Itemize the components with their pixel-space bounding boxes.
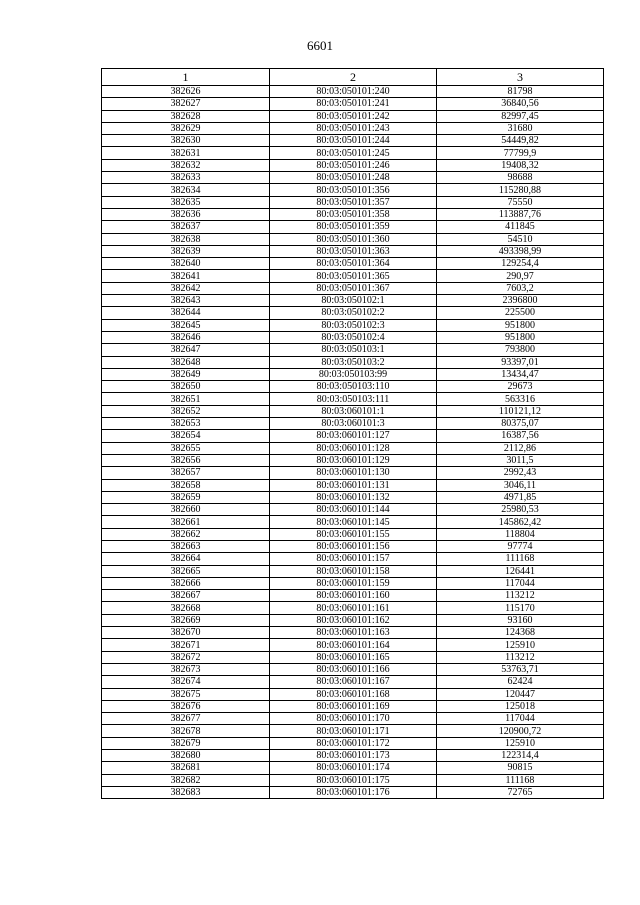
value-cell: 493398,99 [437,245,604,257]
row-number-cell: 382643 [102,295,270,307]
value-cell: 290,97 [437,270,604,282]
cadastral-number-cell: 80:03:060101:144 [270,504,437,516]
row-number-cell: 382662 [102,528,270,540]
cadastral-number-cell: 80:03:050101:367 [270,282,437,294]
cadastral-number-cell: 80:03:060101:174 [270,762,437,774]
value-cell: 3011,5 [437,454,604,466]
table-row [102,356,604,368]
cadastral-number-cell: 80:03:060101:161 [270,602,437,614]
table-row [102,430,604,442]
row-number-cell: 382665 [102,565,270,577]
value-cell: 110121,12 [437,405,604,417]
cadastral-number-cell: 80:03:050101:358 [270,208,437,220]
row-number-cell: 382632 [102,159,270,171]
value-cell: 62424 [437,676,604,688]
value-cell: 125910 [437,737,604,749]
cadastral-number-cell: 80:03:050103:110 [270,381,437,393]
value-cell: 111168 [437,774,604,786]
cadastral-number-cell: 80:03:050102:1 [270,295,437,307]
cadastral-number-cell: 80:03:050101:360 [270,233,437,245]
row-number-cell: 382626 [102,86,270,98]
row-number-cell: 382650 [102,381,270,393]
value-cell: 126441 [437,565,604,577]
table-row [102,602,604,614]
cadastral-number-cell: 80:03:050103:111 [270,393,437,405]
value-cell: 29673 [437,381,604,393]
table-row [102,504,604,516]
row-number-cell: 382676 [102,700,270,712]
value-cell: 125910 [437,639,604,651]
table-row [102,233,604,245]
value-cell: 13434,47 [437,368,604,380]
table-row [102,454,604,466]
row-number-cell: 382661 [102,516,270,528]
column-header-2: 2 [270,69,437,86]
value-cell: 19408,32 [437,159,604,171]
row-number-cell: 382673 [102,663,270,675]
table-row [102,147,604,159]
value-cell: 145862,42 [437,516,604,528]
data-table [101,68,604,799]
value-cell: 82997,45 [437,110,604,122]
cadastral-number-cell: 80:03:050101:365 [270,270,437,282]
cadastral-number-cell: 80:03:050101:359 [270,221,437,233]
cadastral-number-cell: 80:03:050101:241 [270,98,437,110]
row-number-cell: 382657 [102,467,270,479]
row-number-cell: 382640 [102,258,270,270]
row-number-cell: 382670 [102,627,270,639]
table-row [102,344,604,356]
cadastral-number-cell: 80:03:060101:155 [270,528,437,540]
value-cell: 129254,4 [437,258,604,270]
table-row [102,737,604,749]
table-row [102,393,604,405]
cadastral-number-cell: 80:03:060101:166 [270,663,437,675]
row-number-cell: 382678 [102,725,270,737]
table-row [102,196,604,208]
table-row [102,245,604,257]
table-row [102,540,604,552]
row-number-cell: 382672 [102,651,270,663]
value-cell: 951800 [437,331,604,343]
table-row [102,331,604,343]
table-row [102,418,604,430]
value-cell: 36840,56 [437,98,604,110]
cadastral-number-cell: 80:03:060101:164 [270,639,437,651]
table-row [102,405,604,417]
row-number-cell: 382644 [102,307,270,319]
value-cell: 122314,4 [437,750,604,762]
table-row [102,184,604,196]
value-cell: 75550 [437,196,604,208]
value-cell: 125018 [437,700,604,712]
value-cell: 120447 [437,688,604,700]
row-number-cell: 382628 [102,110,270,122]
value-cell: 7603,2 [437,282,604,294]
cadastral-number-cell: 80:03:060101:158 [270,565,437,577]
table-row [102,86,604,98]
row-number-cell: 382668 [102,602,270,614]
row-number-cell: 382641 [102,270,270,282]
table-row [102,381,604,393]
table-row [102,98,604,110]
row-number-cell: 382669 [102,614,270,626]
table-row [102,442,604,454]
cadastral-number-cell: 80:03:060101:163 [270,627,437,639]
table-row [102,208,604,220]
cadastral-number-cell: 80:03:060101:3 [270,418,437,430]
row-number-cell: 382663 [102,540,270,552]
cadastral-number-cell: 80:03:060101:162 [270,614,437,626]
value-cell: 111168 [437,553,604,565]
row-number-cell: 382680 [102,750,270,762]
row-number-cell: 382656 [102,454,270,466]
cadastral-number-cell: 80:03:060101:170 [270,713,437,725]
value-cell: 951800 [437,319,604,331]
value-cell: 2112,86 [437,442,604,454]
row-number-cell: 382659 [102,491,270,503]
cadastral-number-cell: 80:03:060101:157 [270,553,437,565]
row-number-cell: 382653 [102,418,270,430]
row-number-cell: 382681 [102,762,270,774]
table-row [102,651,604,663]
row-number-cell: 382677 [102,713,270,725]
row-number-cell: 382655 [102,442,270,454]
cadastral-number-cell: 80:03:050101:357 [270,196,437,208]
cadastral-number-cell: 80:03:060101:167 [270,676,437,688]
column-header-3: 3 [437,69,604,86]
value-cell: 3046,11 [437,479,604,491]
value-cell: 117044 [437,577,604,589]
value-cell: 31680 [437,122,604,134]
table-row [102,307,604,319]
cadastral-number-cell: 80:03:050102:3 [270,319,437,331]
table-row [102,750,604,762]
value-cell: 113887,76 [437,208,604,220]
row-number-cell: 382658 [102,479,270,491]
row-number-cell: 382627 [102,98,270,110]
row-number-cell: 382636 [102,208,270,220]
row-number-cell: 382642 [102,282,270,294]
cadastral-number-cell: 80:03:060101:132 [270,491,437,503]
row-number-cell: 382666 [102,577,270,589]
table-header-row [102,69,604,86]
cadastral-number-cell: 80:03:060101:168 [270,688,437,700]
table-row [102,319,604,331]
value-cell: 81798 [437,86,604,98]
cadastral-number-cell: 80:03:060101:171 [270,725,437,737]
table-row [102,713,604,725]
table-row [102,110,604,122]
row-number-cell: 382667 [102,590,270,602]
value-cell: 93397,01 [437,356,604,368]
value-cell: 54510 [437,233,604,245]
cadastral-number-cell: 80:03:060101:130 [270,467,437,479]
row-number-cell: 382652 [102,405,270,417]
table-row [102,221,604,233]
value-cell: 93160 [437,614,604,626]
table-body [102,86,604,799]
table-row [102,159,604,171]
value-cell: 53763,71 [437,663,604,675]
value-cell: 118804 [437,528,604,540]
table-row [102,725,604,737]
cadastral-number-cell: 80:03:050101:243 [270,122,437,134]
value-cell: 225500 [437,307,604,319]
value-cell: 77799,9 [437,147,604,159]
value-cell: 120900,72 [437,725,604,737]
table-row [102,467,604,479]
cadastral-number-cell: 80:03:060101:175 [270,774,437,786]
row-number-cell: 382634 [102,184,270,196]
value-cell: 115280,88 [437,184,604,196]
row-number-cell: 382683 [102,786,270,798]
table-row [102,368,604,380]
row-number-cell: 382637 [102,221,270,233]
table-row [102,516,604,528]
table-row [102,774,604,786]
row-number-cell: 382639 [102,245,270,257]
value-cell: 72765 [437,786,604,798]
cadastral-number-cell: 80:03:050102:2 [270,307,437,319]
row-number-cell: 382638 [102,233,270,245]
value-cell: 124368 [437,627,604,639]
table-row [102,258,604,270]
row-number-cell: 382674 [102,676,270,688]
value-cell: 2992,43 [437,467,604,479]
value-cell: 4971,85 [437,491,604,503]
cadastral-number-cell: 80:03:060101:176 [270,786,437,798]
row-number-cell: 382633 [102,172,270,184]
value-cell: 113212 [437,590,604,602]
table-row [102,491,604,503]
cadastral-number-cell: 80:03:060101:156 [270,540,437,552]
table-row [102,627,604,639]
row-number-cell: 382645 [102,319,270,331]
cadastral-number-cell: 80:03:060101:131 [270,479,437,491]
table-row [102,590,604,602]
cadastral-number-cell: 80:03:060101:160 [270,590,437,602]
table-row [102,614,604,626]
cadastral-number-cell: 80:03:050103:99 [270,368,437,380]
table-row [102,172,604,184]
cadastral-number-cell: 80:03:060101:127 [270,430,437,442]
table-row [102,122,604,134]
table-row [102,663,604,675]
table-row [102,700,604,712]
cadastral-number-cell: 80:03:050101:244 [270,135,437,147]
cadastral-number-cell: 80:03:060101:165 [270,651,437,663]
row-number-cell: 382671 [102,639,270,651]
cadastral-number-cell: 80:03:050101:356 [270,184,437,196]
cadastral-number-cell: 80:03:060101:173 [270,750,437,762]
row-number-cell: 382630 [102,135,270,147]
value-cell: 90815 [437,762,604,774]
table-row [102,639,604,651]
value-cell: 411845 [437,221,604,233]
row-number-cell: 382629 [102,122,270,134]
value-cell: 54449,82 [437,135,604,147]
row-number-cell: 382635 [102,196,270,208]
table-row [102,553,604,565]
value-cell: 98688 [437,172,604,184]
page-number: 6601 [307,38,333,53]
table-row [102,270,604,282]
cadastral-number-cell: 80:03:050101:248 [270,172,437,184]
cadastral-number-cell: 80:03:050101:240 [270,86,437,98]
row-number-cell: 382679 [102,737,270,749]
value-cell: 16387,56 [437,430,604,442]
value-cell: 563316 [437,393,604,405]
cadastral-number-cell: 80:03:050101:242 [270,110,437,122]
row-number-cell: 382647 [102,344,270,356]
row-number-cell: 382649 [102,368,270,380]
row-number-cell: 382675 [102,688,270,700]
table-row [102,282,604,294]
value-cell: 25980,53 [437,504,604,516]
cadastral-number-cell: 80:03:050103:1 [270,344,437,356]
table-row [102,786,604,798]
table-row [102,528,604,540]
cadastral-number-cell: 80:03:050101:245 [270,147,437,159]
cadastral-number-cell: 80:03:050103:2 [270,356,437,368]
value-cell: 793800 [437,344,604,356]
value-cell: 80375,07 [437,418,604,430]
table-row [102,295,604,307]
row-number-cell: 382664 [102,553,270,565]
cadastral-number-cell: 80:03:050102:4 [270,331,437,343]
value-cell: 115170 [437,602,604,614]
table-row [102,135,604,147]
table-row [102,565,604,577]
value-cell: 97774 [437,540,604,552]
table-row [102,676,604,688]
value-cell: 117044 [437,713,604,725]
row-number-cell: 382660 [102,504,270,516]
cadastral-number-cell: 80:03:060101:1 [270,405,437,417]
cadastral-number-cell: 80:03:050101:364 [270,258,437,270]
table-row [102,479,604,491]
table-row [102,688,604,700]
row-number-cell: 382682 [102,774,270,786]
row-number-cell: 382646 [102,331,270,343]
cadastral-number-cell: 80:03:060101:129 [270,454,437,466]
row-number-cell: 382651 [102,393,270,405]
column-header-1: 1 [102,69,270,86]
row-number-cell: 382631 [102,147,270,159]
value-cell: 2396800 [437,295,604,307]
cadastral-number-cell: 80:03:050101:246 [270,159,437,171]
cadastral-number-cell: 80:03:060101:172 [270,737,437,749]
cadastral-number-cell: 80:03:060101:128 [270,442,437,454]
cadastral-number-cell: 80:03:060101:159 [270,577,437,589]
table-row [102,577,604,589]
cadastral-number-cell: 80:03:050101:363 [270,245,437,257]
value-cell: 113212 [437,651,604,663]
table-row [102,762,604,774]
cadastral-number-cell: 80:03:060101:145 [270,516,437,528]
cadastral-number-cell: 80:03:060101:169 [270,700,437,712]
row-number-cell: 382648 [102,356,270,368]
row-number-cell: 382654 [102,430,270,442]
